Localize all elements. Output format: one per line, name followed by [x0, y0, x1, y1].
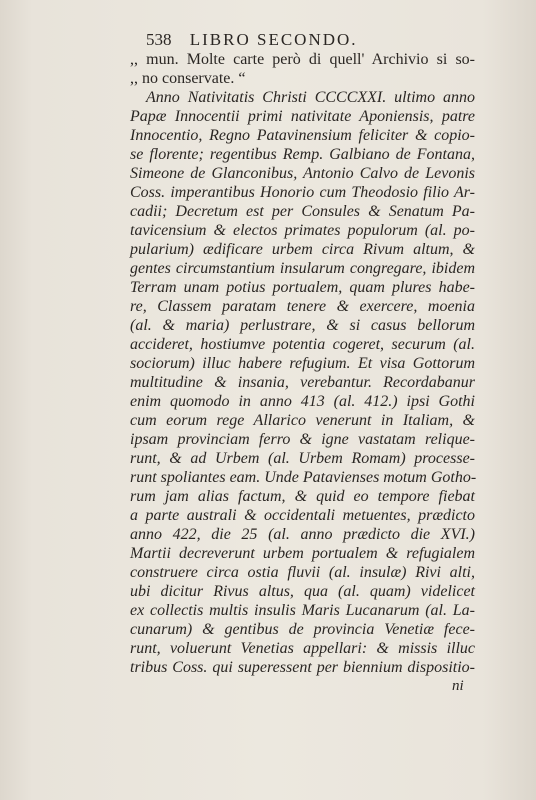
text-line: enim quomodo in anno 413 (al. 412.) ipsi Gothi [130, 393, 475, 410]
text-line: ,, no conservate. “ [130, 70, 246, 87]
page-title: LIBRO SECONDO. [189, 30, 358, 49]
running-header [146, 30, 426, 52]
text-line: Papæ Innocentii primi nativitate Aponiensis, patre [130, 108, 475, 125]
text-line: (al. & maria) perlustrare, & si casus bellorum [130, 317, 475, 334]
catchword: ni [452, 678, 464, 694]
text-line: tribus Coss. qui superessent per biennium dispositio- [130, 659, 475, 676]
text-line: Martii decreverunt urbem portualem & refugialem [130, 545, 475, 562]
text-line: runt, voluerunt Venetias appellari: & missis illuc [130, 640, 475, 657]
text-line: re, Classem paratam tenere & exercere, moenia [130, 298, 475, 315]
text-line: accideret, hostiumve potentia cogeret, securum (al. [130, 336, 475, 353]
text-line: anno 422, die 25 (al. anno prædicto die XVI.) [130, 526, 475, 543]
text-line: multitudine & insania, verebantur. Recordabanur [130, 374, 475, 391]
text-line: Simeone de Glanconibus, Antonio Calvo de Levonis [130, 165, 475, 182]
text-line: Terram unam potius portualem, quam plures habe- [130, 279, 475, 296]
body-text [130, 50, 475, 677]
text-line: cunarum) & gentibus de provincia Venetiæ fece- [130, 621, 475, 638]
text-line: sociorum) illuc habere refugium. Et visa Gottorum [130, 355, 475, 372]
text-line: rum jam alias factum, & quid eo tempore fiebat [130, 488, 475, 505]
text-line: gentes circumstantium insularum congregare, ibidem [130, 260, 475, 277]
text-line: runt spoliantes eam. Unde Patavienses motum Gotho- [130, 469, 477, 486]
text-line: Anno Nativitatis Christi CCCCXXI. ultimo anno [146, 89, 475, 106]
text-line: tavicensium & electos primates populorum (al. po- [130, 222, 475, 239]
text-line: cum eorum rege Allarico venerunt in Italiam, & [130, 412, 475, 429]
text-line: ex collectis multis insulis Maris Lucanarum (al. La- [130, 602, 475, 619]
text-line: Coss. imperantibus Honorio cum Theodosio filio Ar- [130, 184, 475, 201]
text-line: runt, & ad Urbem (al. Urbem Romam) processe- [130, 450, 475, 467]
text-line: ipsam provinciam ferro & igne vastatam reliquе- [130, 431, 475, 448]
page-number: 538 [146, 30, 172, 49]
text-line: ubi dicitur Rivus altus, qua (al. quam) videlicet [130, 583, 475, 600]
text-line: pularium) ædificare urbem circa Rivum altum, & [130, 241, 475, 258]
text-line: a parte australi & occidentali metuentes, prædicto [130, 507, 475, 524]
text-line: Innocentio, Regno Patavinensium feliciter & copio- [130, 127, 475, 144]
text-line: cadii; Decretum est per Consules & Senatum Pa- [130, 203, 475, 220]
text-line: ,, mun. Molte carte però di quell' Archivio si so- [130, 51, 475, 68]
text-line: construere circa ostia fluvii (al. insulæ) Rivi alti, [130, 564, 475, 581]
text-line: se florente; regentibus Remp. Galbiano de Fontana, [130, 146, 475, 163]
